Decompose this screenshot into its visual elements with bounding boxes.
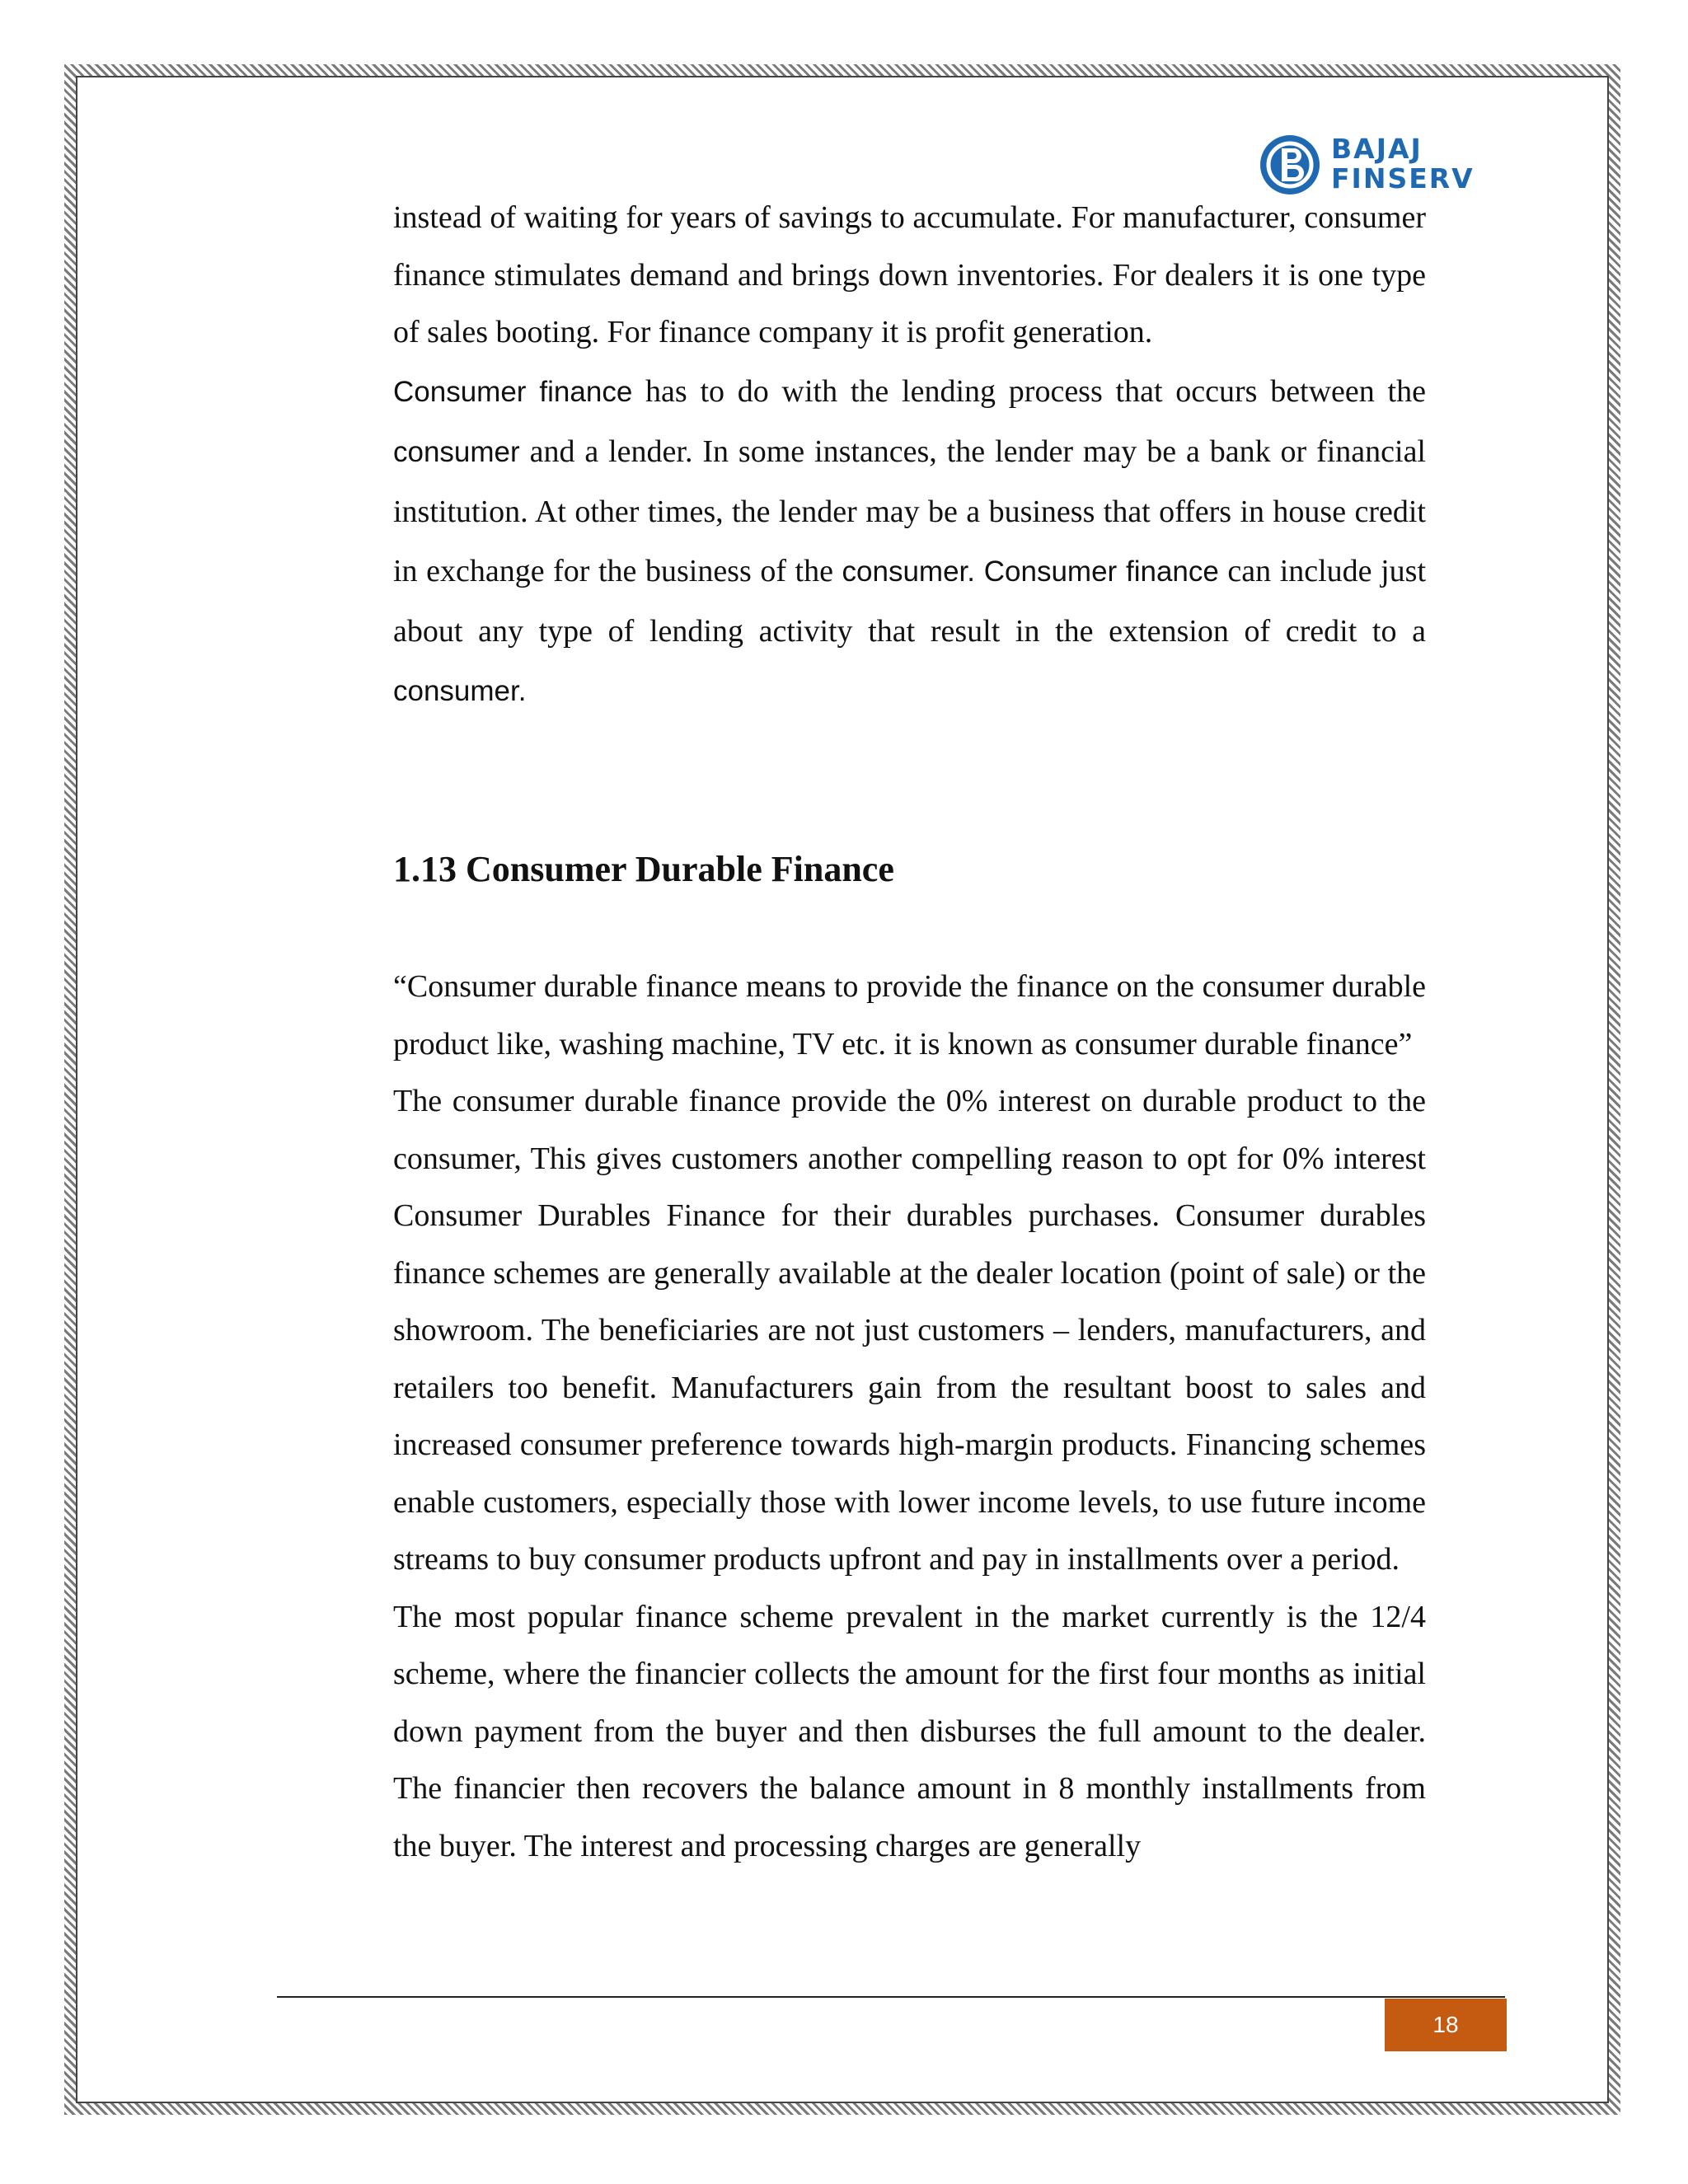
page-number: 18	[1385, 1999, 1507, 2051]
term-consumer-finance: Consumer finance	[393, 375, 633, 408]
section-heading: 1.13 Consumer Durable Finance	[393, 849, 894, 889]
term-consumer-end: consumer.	[393, 674, 527, 707]
text-block-top	[393, 190, 1426, 721]
paragraph-consumer-finance	[393, 362, 1426, 721]
paragraph-definition-quote: “Consumer durable finance means to provide the finance on the consumer durable product like, washing machine, TV etc. it is known as consumer durable finance”	[393, 969, 1426, 1062]
paragraph-savings: instead of waiting for years of savings to accumulate. For manufacturer, consumer finance stimulates demand and brings down inventories. For dealers it is one type of sales booting. For finance company it is profit generation.	[393, 200, 1426, 349]
paragraph-12-4-scheme: The most popular finance scheme prevalent in the market currently is the 12/4 scheme, where the financier collects the amount for the first four months as initial down payment from the buyer and then disburses the full amount to the dealer. The financier then recovers the balance amount in 8 monthly installments from the buyer. The interest and processing charges are generally	[393, 1599, 1426, 1863]
term-consumer-finance-2: consumer. Consumer finance	[842, 555, 1219, 588]
text-segment: can include just about any type of lending activity that result in the extension of credit to a	[393, 553, 1427, 649]
logo-emblem-icon	[1257, 132, 1323, 198]
bajaj-finserv-logo	[1257, 132, 1488, 198]
paragraph-zero-interest: The consumer durable finance provide the 0% interest on durable product to the consumer, This gives customers another compelling reason to opt for 0% interest Consumer Durables Finance for their durables purchases. Consumer durables finance schemes are generally available at the dealer location (point of sale) or the showroom. The beneficiaries are not just customers – lenders, manufacturers, and retailers too benefit. Manufacturers gain from the resultant boost to sales and increased consumer preference towards high-margin products. Financing schemes enable customers, especially those with lower income levels, to use future income streams to buy consumer products upfront and pay in installments over a period.	[393, 1084, 1426, 1577]
logo-text-bajaj: BAJAJ	[1331, 133, 1423, 165]
logo-text-finserv: FINSERV	[1331, 162, 1475, 194]
footer-divider	[277, 1996, 1505, 1998]
text-segment: and a lender. In some instances, the lender may be a bank or financial institution. At other times, the lender may be a business that offers in house credit in exchange for the business of the	[393, 434, 1426, 588]
text-block-bottom	[393, 958, 1426, 1875]
term-consumer: consumer	[393, 435, 520, 468]
text-segment: has to do with the lending process that occurs between the	[632, 373, 1426, 409]
